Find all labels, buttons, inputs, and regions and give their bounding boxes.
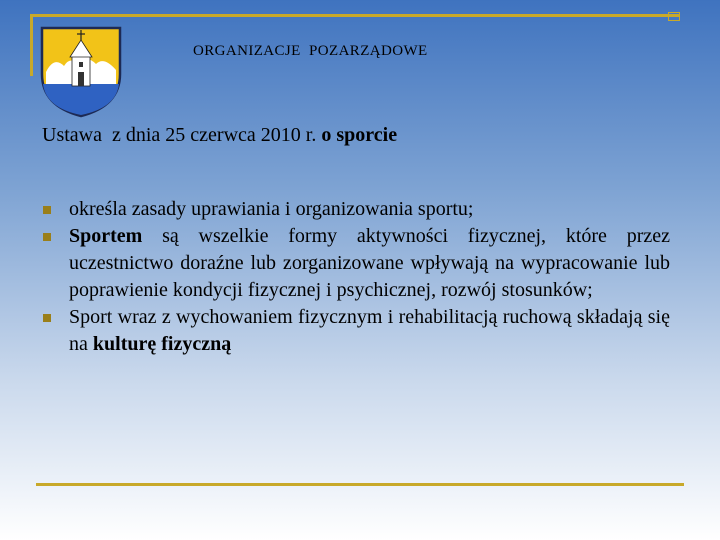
frame-vertical-line (30, 14, 33, 76)
coat-of-arms-icon (40, 26, 122, 118)
page-title: ORGANIZACJE POZARZĄDOWE (193, 43, 428, 59)
list-item (42, 196, 670, 223)
bullet-text: Sport wraz z wychowaniem fizycznym i rehabilitacją ruchową składają się na (69, 306, 670, 355)
bullet-list (42, 196, 670, 358)
frame-corner-square (668, 12, 680, 21)
law-subtitle-text: Ustawa z dnia 25 czerwca 2010 r. (42, 124, 322, 146)
square-bullet-icon (43, 206, 51, 214)
bottom-divider (36, 483, 684, 486)
list-item (42, 304, 670, 358)
bullet-bold-term: kulturę fizyczną (92, 333, 232, 355)
bullet-bold-term: Sportem (69, 225, 143, 247)
square-bullet-icon (43, 233, 51, 241)
law-subtitle-bold: o sporcie (321, 124, 398, 146)
law-subtitle (42, 124, 397, 147)
bullet-text: określa zasady uprawiania i organizowania sportu; (69, 198, 474, 220)
frame-top-line (30, 14, 680, 17)
square-bullet-icon (43, 314, 51, 322)
list-item (42, 223, 670, 304)
bullet-text: są wszelkie formy aktywności fizycznej, które przez uczestnictwo doraźne lub zorganizowane wpływają na wypracowanie lub poprawienie kondycji fizycznej i psychicznej, rozwój stosunków; (69, 225, 670, 301)
